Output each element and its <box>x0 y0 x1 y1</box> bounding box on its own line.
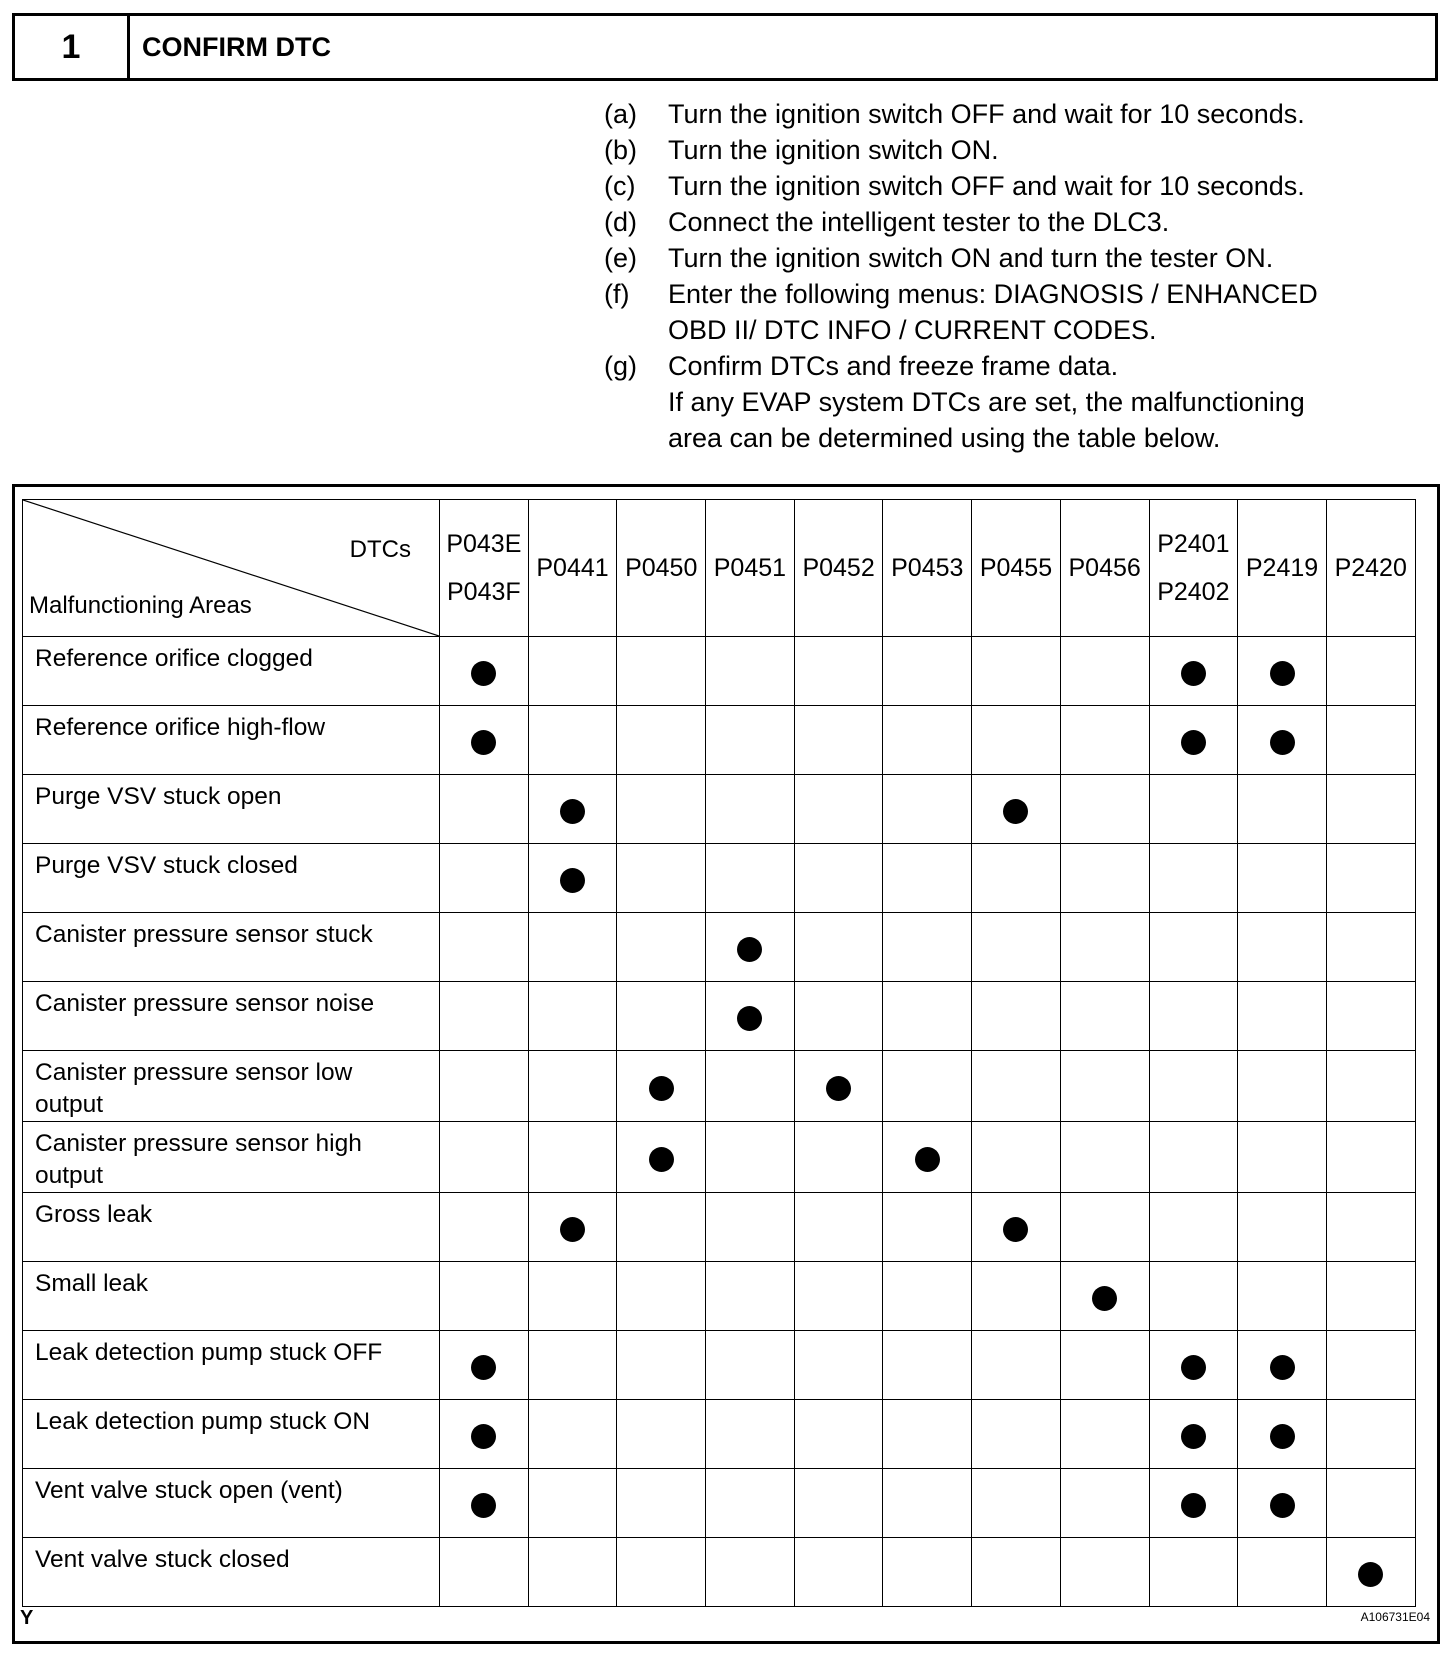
mark-cell <box>1238 1469 1327 1538</box>
mark-cell <box>794 1051 883 1122</box>
mark-cell <box>972 913 1061 982</box>
step-text: Confirm DTCs and freeze frame data. If any EVAP system DTCs are set, the malfunctioning area can be determined using the table below. <box>668 351 1305 453</box>
table-row <box>23 1538 1416 1607</box>
dtc-code-header <box>1326 500 1415 637</box>
mark-cell <box>883 1122 972 1193</box>
mark-cell <box>972 1400 1061 1469</box>
mark-cell <box>794 637 883 706</box>
dot-mark-icon <box>1181 1355 1206 1380</box>
dtc-code-header <box>972 500 1061 637</box>
header-row <box>23 500 1416 637</box>
step-label: (a) <box>604 99 637 129</box>
malfunction-area: Canister pressure sensor noise <box>23 982 440 1051</box>
step-number: 1 <box>15 16 130 78</box>
mark-cell <box>1149 706 1238 775</box>
step-item <box>604 240 1444 276</box>
dtc-code-line1: P043E <box>446 530 522 558</box>
dtc-code-line1: P2419 <box>1245 554 1319 582</box>
dtc-code-line1: P0453 <box>891 554 964 582</box>
dtc-code-header <box>1149 500 1238 637</box>
mark-cell <box>794 1262 883 1331</box>
dot-mark-icon <box>1181 1424 1206 1449</box>
table-row <box>23 1469 1416 1538</box>
mark-cell <box>617 1262 706 1331</box>
step-item <box>604 96 1444 132</box>
mark-cell <box>1060 1331 1149 1400</box>
mark-cell <box>706 913 795 982</box>
mark-cell <box>1149 1122 1238 1193</box>
mark-cell <box>1060 1400 1149 1469</box>
mark-cell <box>794 706 883 775</box>
dot-mark-icon <box>1270 730 1295 755</box>
mark-cell <box>1149 1051 1238 1122</box>
malfunction-area: Reference orifice high-flow <box>23 706 440 775</box>
mark-cell <box>617 637 706 706</box>
corner-cell <box>23 500 440 637</box>
step-item <box>604 276 1444 348</box>
mark-cell <box>706 1262 795 1331</box>
mark-cell <box>1326 1193 1415 1262</box>
mark-cell <box>883 775 972 844</box>
mark-cell <box>706 1193 795 1262</box>
mark-cell <box>528 1122 617 1193</box>
dtc-code-header <box>1060 500 1149 637</box>
mark-cell <box>1326 775 1415 844</box>
step-header <box>12 13 1438 81</box>
mark-cell <box>528 637 617 706</box>
table-row <box>23 1331 1416 1400</box>
dtc-code-header <box>528 500 617 637</box>
mark-cell <box>617 913 706 982</box>
dtc-code-line1: P2420 <box>1334 554 1407 582</box>
mark-cell <box>440 913 529 982</box>
corner-areas-label: Malfunctioning Areas <box>29 592 252 619</box>
mark-cell <box>617 1122 706 1193</box>
mark-cell <box>972 1122 1061 1193</box>
mark-cell <box>440 982 529 1051</box>
dot-mark-icon <box>560 1217 585 1242</box>
mark-cell <box>794 1538 883 1607</box>
mark-cell <box>706 1469 795 1538</box>
dot-mark-icon <box>1270 1355 1295 1380</box>
mark-cell <box>1326 706 1415 775</box>
step-text: Turn the ignition switch ON. <box>668 135 999 165</box>
dot-mark-icon <box>1270 661 1295 686</box>
table-row <box>23 982 1416 1051</box>
step-item <box>604 204 1444 240</box>
mark-cell <box>1238 1331 1327 1400</box>
mark-cell <box>794 775 883 844</box>
mark-cell <box>883 1400 972 1469</box>
dot-mark-icon <box>737 937 762 962</box>
dot-mark-icon <box>560 868 585 893</box>
table-row <box>23 1122 1416 1193</box>
dtc-code-line2: P043F <box>447 578 521 606</box>
mark-cell <box>617 1331 706 1400</box>
mark-cell <box>794 1331 883 1400</box>
mark-cell <box>1326 1122 1415 1193</box>
mark-cell <box>1238 982 1327 1051</box>
dot-mark-icon <box>915 1147 940 1172</box>
mark-cell <box>1060 706 1149 775</box>
mark-cell <box>617 1538 706 1607</box>
mark-cell <box>1149 637 1238 706</box>
mark-cell <box>1238 844 1327 913</box>
mark-cell <box>617 844 706 913</box>
table-row <box>23 913 1416 982</box>
mark-cell <box>706 1122 795 1193</box>
malfunction-area: Purge VSV stuck closed <box>23 844 440 913</box>
mark-cell <box>528 1051 617 1122</box>
mark-cell <box>528 1331 617 1400</box>
mark-cell <box>1149 844 1238 913</box>
mark-cell <box>440 1400 529 1469</box>
mark-cell <box>1060 1538 1149 1607</box>
mark-cell <box>1238 1538 1327 1607</box>
table-row <box>23 1193 1416 1262</box>
mark-cell <box>794 913 883 982</box>
malfunction-area: Canister pressure sensor high output <box>23 1122 440 1193</box>
step-text: Connect the intelligent tester to the DLC3. <box>668 207 1170 237</box>
mark-cell <box>794 1469 883 1538</box>
dtc-code-header <box>1238 500 1327 637</box>
mark-cell <box>1060 1122 1149 1193</box>
mark-cell <box>1326 1469 1415 1538</box>
mark-cell <box>883 1262 972 1331</box>
dtc-code-line1: P0451 <box>713 554 787 582</box>
mark-cell <box>1238 1051 1327 1122</box>
malfunction-area: Gross leak <box>23 1193 440 1262</box>
dtc-code-line1: P0441 <box>536 554 609 582</box>
dot-mark-icon <box>1003 1217 1028 1242</box>
mark-cell <box>1238 1122 1327 1193</box>
mark-cell <box>1149 1262 1238 1331</box>
table-row <box>23 637 1416 706</box>
mark-cell <box>1238 1193 1327 1262</box>
table-row <box>23 775 1416 844</box>
mark-cell <box>794 844 883 913</box>
malfunction-area: Purge VSV stuck open <box>23 775 440 844</box>
mark-cell <box>706 844 795 913</box>
dtc-code-line1: P0455 <box>979 554 1053 582</box>
mark-cell <box>706 775 795 844</box>
mark-cell <box>440 1469 529 1538</box>
mark-cell <box>617 706 706 775</box>
mark-cell <box>706 637 795 706</box>
table-row <box>23 844 1416 913</box>
mark-cell <box>883 1193 972 1262</box>
table-row <box>23 1262 1416 1331</box>
mark-cell <box>1060 1469 1149 1538</box>
dtc-code-header <box>617 500 706 637</box>
mark-cell <box>528 1400 617 1469</box>
mark-cell <box>440 1122 529 1193</box>
mark-cell <box>1326 1538 1415 1607</box>
mark-cell <box>1149 1400 1238 1469</box>
malfunction-area: Small leak <box>23 1262 440 1331</box>
mark-cell <box>1326 1262 1415 1331</box>
step-item <box>604 132 1444 168</box>
mark-cell <box>706 1400 795 1469</box>
mark-cell <box>528 982 617 1051</box>
mark-cell <box>1060 1051 1149 1122</box>
mark-cell <box>794 1400 883 1469</box>
dot-mark-icon <box>471 1493 496 1518</box>
mark-cell <box>440 1051 529 1122</box>
dtc-code-header <box>440 500 529 637</box>
mark-cell <box>706 1051 795 1122</box>
dot-mark-icon <box>1270 1424 1295 1449</box>
malfunction-area: Leak detection pump stuck OFF <box>23 1331 440 1400</box>
table-row <box>23 1051 1416 1122</box>
mark-cell <box>972 1469 1061 1538</box>
mark-cell <box>1238 913 1327 982</box>
mark-cell <box>617 1051 706 1122</box>
mark-cell <box>1326 1331 1415 1400</box>
malfunction-area: Reference orifice clogged <box>23 637 440 706</box>
mark-cell <box>706 706 795 775</box>
mark-cell <box>1238 775 1327 844</box>
dtc-table <box>22 499 1416 1607</box>
mark-cell <box>883 1538 972 1607</box>
mark-cell <box>883 913 972 982</box>
dot-mark-icon <box>1181 661 1206 686</box>
dot-mark-icon <box>1270 1493 1295 1518</box>
mark-cell <box>1149 913 1238 982</box>
step-text: Enter the following menus: DIAGNOSIS / ENHANCED OBD II/ DTC INFO / CURRENT CODES. <box>668 279 1318 345</box>
procedure-steps <box>604 96 1444 456</box>
mark-cell <box>794 982 883 1051</box>
step-label: (f) <box>604 279 630 309</box>
mark-cell <box>972 1331 1061 1400</box>
step-label: (g) <box>604 351 637 381</box>
step-item <box>604 168 1444 204</box>
dtc-code-header <box>883 500 972 637</box>
dot-mark-icon <box>1358 1562 1383 1587</box>
mark-cell <box>972 982 1061 1051</box>
mark-cell <box>794 1122 883 1193</box>
mark-cell <box>1060 1193 1149 1262</box>
malfunction-area: Vent valve stuck open (vent) <box>23 1469 440 1538</box>
mark-cell <box>1238 1262 1327 1331</box>
dot-mark-icon <box>471 730 496 755</box>
step-label: (b) <box>604 135 637 165</box>
dtc-code-header <box>706 500 795 637</box>
mark-cell <box>617 1193 706 1262</box>
dot-mark-icon <box>471 1424 496 1449</box>
mark-cell <box>1060 637 1149 706</box>
dot-mark-icon <box>737 1006 762 1031</box>
mark-cell <box>1149 1469 1238 1538</box>
table-row <box>23 1400 1416 1469</box>
dtc-code-line2: P2402 <box>1157 578 1230 606</box>
dot-mark-icon <box>1003 799 1028 824</box>
mark-cell <box>1060 913 1149 982</box>
dot-mark-icon <box>1181 1493 1206 1518</box>
footer-mark: Y <box>20 1607 34 1629</box>
dot-mark-icon <box>1181 730 1206 755</box>
mark-cell <box>706 982 795 1051</box>
dtc-code-line1: P2401 <box>1157 530 1230 558</box>
step-label: (d) <box>604 207 637 237</box>
mark-cell <box>528 1538 617 1607</box>
mark-cell <box>617 1400 706 1469</box>
mark-cell <box>440 775 529 844</box>
mark-cell <box>1149 1193 1238 1262</box>
dot-mark-icon <box>471 661 496 686</box>
mark-cell <box>883 982 972 1051</box>
step-label: (c) <box>604 171 636 201</box>
mark-cell <box>883 1331 972 1400</box>
mark-cell <box>440 637 529 706</box>
mark-cell <box>972 1262 1061 1331</box>
mark-cell <box>440 1538 529 1607</box>
mark-cell <box>528 913 617 982</box>
dot-mark-icon <box>649 1147 674 1172</box>
step-label: (e) <box>604 243 637 273</box>
mark-cell <box>440 1331 529 1400</box>
mark-cell <box>1326 637 1415 706</box>
step-text: Turn the ignition switch OFF and wait for 10 seconds. <box>668 171 1305 201</box>
mark-cell <box>883 1051 972 1122</box>
mark-cell <box>440 706 529 775</box>
dtc-code-line1: P0456 <box>1068 554 1141 582</box>
step-title: CONFIRM DTC <box>142 31 331 62</box>
dot-mark-icon <box>471 1355 496 1380</box>
mark-cell <box>972 1051 1061 1122</box>
mark-cell <box>883 1469 972 1538</box>
mark-cell <box>1326 844 1415 913</box>
mark-cell <box>706 1538 795 1607</box>
mark-cell <box>972 637 1061 706</box>
mark-cell <box>1326 1400 1415 1469</box>
mark-cell <box>1238 1400 1327 1469</box>
mark-cell <box>1149 982 1238 1051</box>
mark-cell <box>528 1469 617 1538</box>
mark-cell <box>794 1193 883 1262</box>
mark-cell <box>883 706 972 775</box>
mark-cell <box>1326 982 1415 1051</box>
mark-cell <box>972 1538 1061 1607</box>
malfunction-area: Canister pressure sensor stuck <box>23 913 440 982</box>
dtc-code-line1: P0450 <box>625 554 698 582</box>
mark-cell <box>440 1193 529 1262</box>
mark-cell <box>883 637 972 706</box>
mark-cell <box>972 1193 1061 1262</box>
mark-cell <box>972 775 1061 844</box>
dtc-code-line1: P0452 <box>802 554 875 582</box>
corner-dtcs-label: DTCs <box>349 536 411 563</box>
mark-cell <box>528 1193 617 1262</box>
mark-cell <box>1326 1051 1415 1122</box>
mark-cell <box>1149 1331 1238 1400</box>
step-text: Turn the ignition switch OFF and wait for 10 seconds. <box>668 99 1305 129</box>
table-row <box>23 706 1416 775</box>
step-text: Turn the ignition switch ON and turn the tester ON. <box>668 243 1274 273</box>
mark-cell <box>528 706 617 775</box>
mark-cell <box>706 1331 795 1400</box>
mark-cell <box>883 844 972 913</box>
step-item <box>604 348 1444 456</box>
malfunction-area: Canister pressure sensor low output <box>23 1051 440 1122</box>
mark-cell <box>1149 775 1238 844</box>
mark-cell <box>1060 1262 1149 1331</box>
figure-id: A106731E04 <box>1360 1610 1430 1624</box>
mark-cell <box>617 1469 706 1538</box>
mark-cell <box>972 844 1061 913</box>
mark-cell <box>528 1262 617 1331</box>
mark-cell <box>617 775 706 844</box>
mark-cell <box>1060 844 1149 913</box>
dot-mark-icon <box>560 799 585 824</box>
mark-cell <box>1060 982 1149 1051</box>
dtc-code-header <box>794 500 883 637</box>
mark-cell <box>1149 1538 1238 1607</box>
mark-cell <box>440 844 529 913</box>
mark-cell <box>1238 637 1327 706</box>
mark-cell <box>1326 913 1415 982</box>
mark-cell <box>972 706 1061 775</box>
malfunction-area: Leak detection pump stuck ON <box>23 1400 440 1469</box>
mark-cell <box>528 775 617 844</box>
mark-cell <box>617 982 706 1051</box>
mark-cell <box>528 844 617 913</box>
mark-cell <box>1060 775 1149 844</box>
dot-mark-icon <box>1092 1286 1117 1311</box>
dot-mark-icon <box>826 1076 851 1101</box>
dot-mark-icon <box>649 1076 674 1101</box>
mark-cell <box>440 1262 529 1331</box>
malfunction-area: Vent valve stuck closed <box>23 1538 440 1607</box>
mark-cell <box>1238 706 1327 775</box>
